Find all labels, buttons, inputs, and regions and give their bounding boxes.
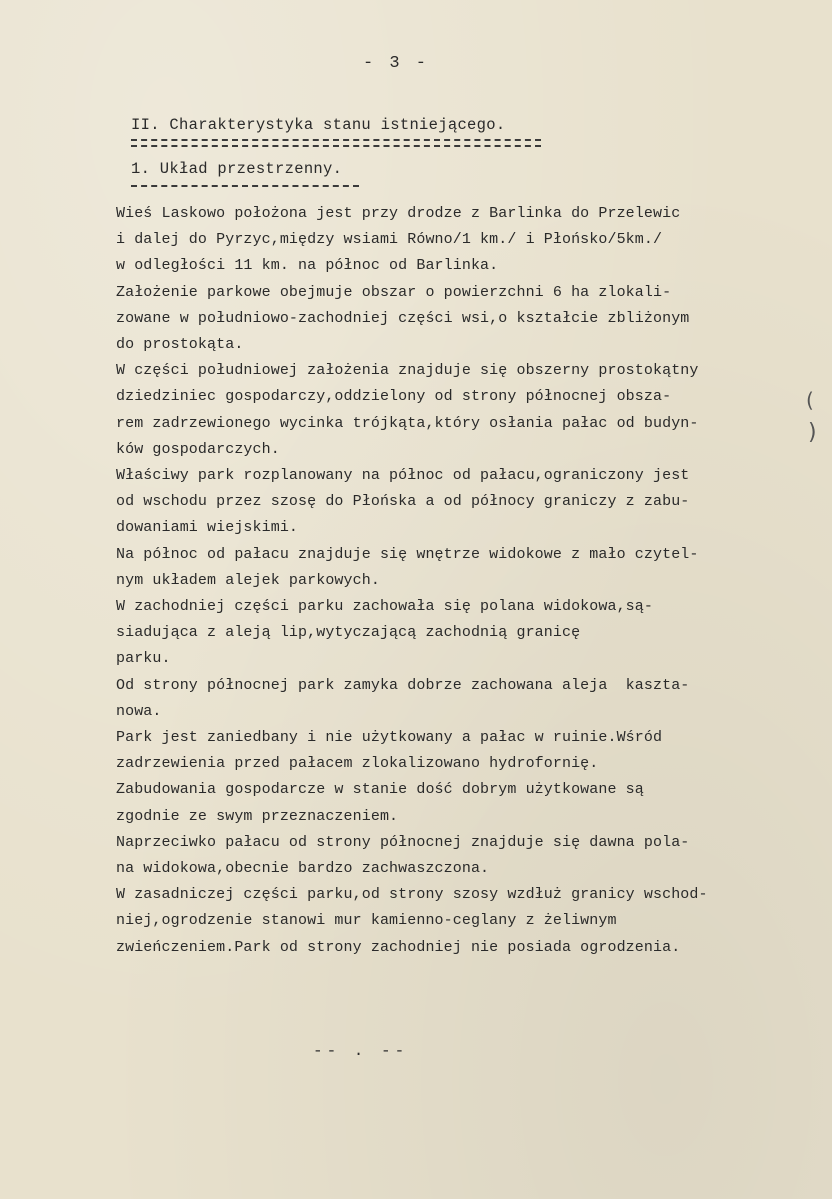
body-line: od wschodu przez szosę do Płońska a od północy graniczy z zabu- [116,493,690,511]
body-line: W zasadniczej części parku,od strony szosy wzdłuż granicy wschod- [116,886,708,904]
subsection-heading: 1. Układ przestrzenny. [131,160,343,178]
heading-underline-1 [131,139,541,141]
body-line: zowane w południowo-zachodniej części wsi,o kształcie zbliżonym [116,309,690,327]
body-line: parku. [116,650,171,668]
body-line: Od strony północnej park zamyka dobrze zachowana aleja kaszta- [116,676,690,694]
margin-pencil-mark-1: ( [806,388,814,412]
body-line: Wieś Laskowo położona jest przy drodze z Barlinka do Przelewic [116,205,681,222]
body-line: siadująca z aleją lip,wytyczającą zachodnią granicę [116,624,581,642]
body-line: zgodnie ze swym przeznaczeniem. [116,807,399,825]
body-line: dowaniami wiejskimi. [116,519,299,537]
body-line: Właściwy park rozplanowany na północ od pałacu,ograniczony jest [116,467,690,485]
body-line: dziedziniec gospodarczy,oddzielony od strony północnej obsza- [116,388,672,406]
body-line: Na północ od pałacu znajduje się wnętrze widokowe z mało czytel- [116,545,699,563]
body-line: i dalej do Pyrzyc,między wsiami Równo/1 km./ i Płońsko/5km./ [116,231,663,249]
body-line: W części południowej założenia znajduje się obszerny prostokątny [116,362,699,380]
body-line: nowa. [116,702,162,720]
heading-underline-2 [131,145,541,147]
body-line: rem zadrzewionego wycinka trójkąta,który osłania pałac od budyn- [116,414,699,432]
body-line: ków gospodarczych. [116,440,280,458]
subheading-underline [131,185,359,187]
body-line: W zachodniej części parku zachowała się polana widokowa,są- [116,598,653,616]
section-heading: II. Charakterystyka stanu istniejącego. [131,116,506,134]
margin-pencil-mark-2: ) [808,420,817,445]
body-line: w odległości 11 km. na północ od Barlinka. [116,257,499,275]
body-text [116,201,806,961]
body-line: Naprzeciwko pałacu od strony północnej znajduje się dawna pola- [116,833,690,851]
body-line: zadrzewienia przed pałacem zlokalizowano hydrofornię. [116,755,599,773]
page-number: - 3 - [363,54,430,73]
body-line: na widokowa,obecnie bardzo zachwaszczona. [116,860,490,878]
body-line: nym układem alejek parkowych. [116,571,380,589]
body-line: zwieńczeniem.Park od strony zachodniej nie posiada ogrodzenia. [116,938,681,956]
body-line: Założenie parkowe obejmuje obszar o powierzchni 6 ha zlokali- [116,283,672,301]
body-line: Zabudowania gospodarcze w stanie dość dobrym użytkowane są [116,781,644,799]
body-line: niej,ogrodzenie stanowi mur kamienno-ceglany z żeliwnym [116,912,617,930]
body-line: do prostokąta. [116,336,244,354]
end-mark: -- . -- [313,1042,409,1060]
body-line: Park jest zaniedbany i nie użytkowany a pałac w ruinie.Wśród [116,729,663,747]
